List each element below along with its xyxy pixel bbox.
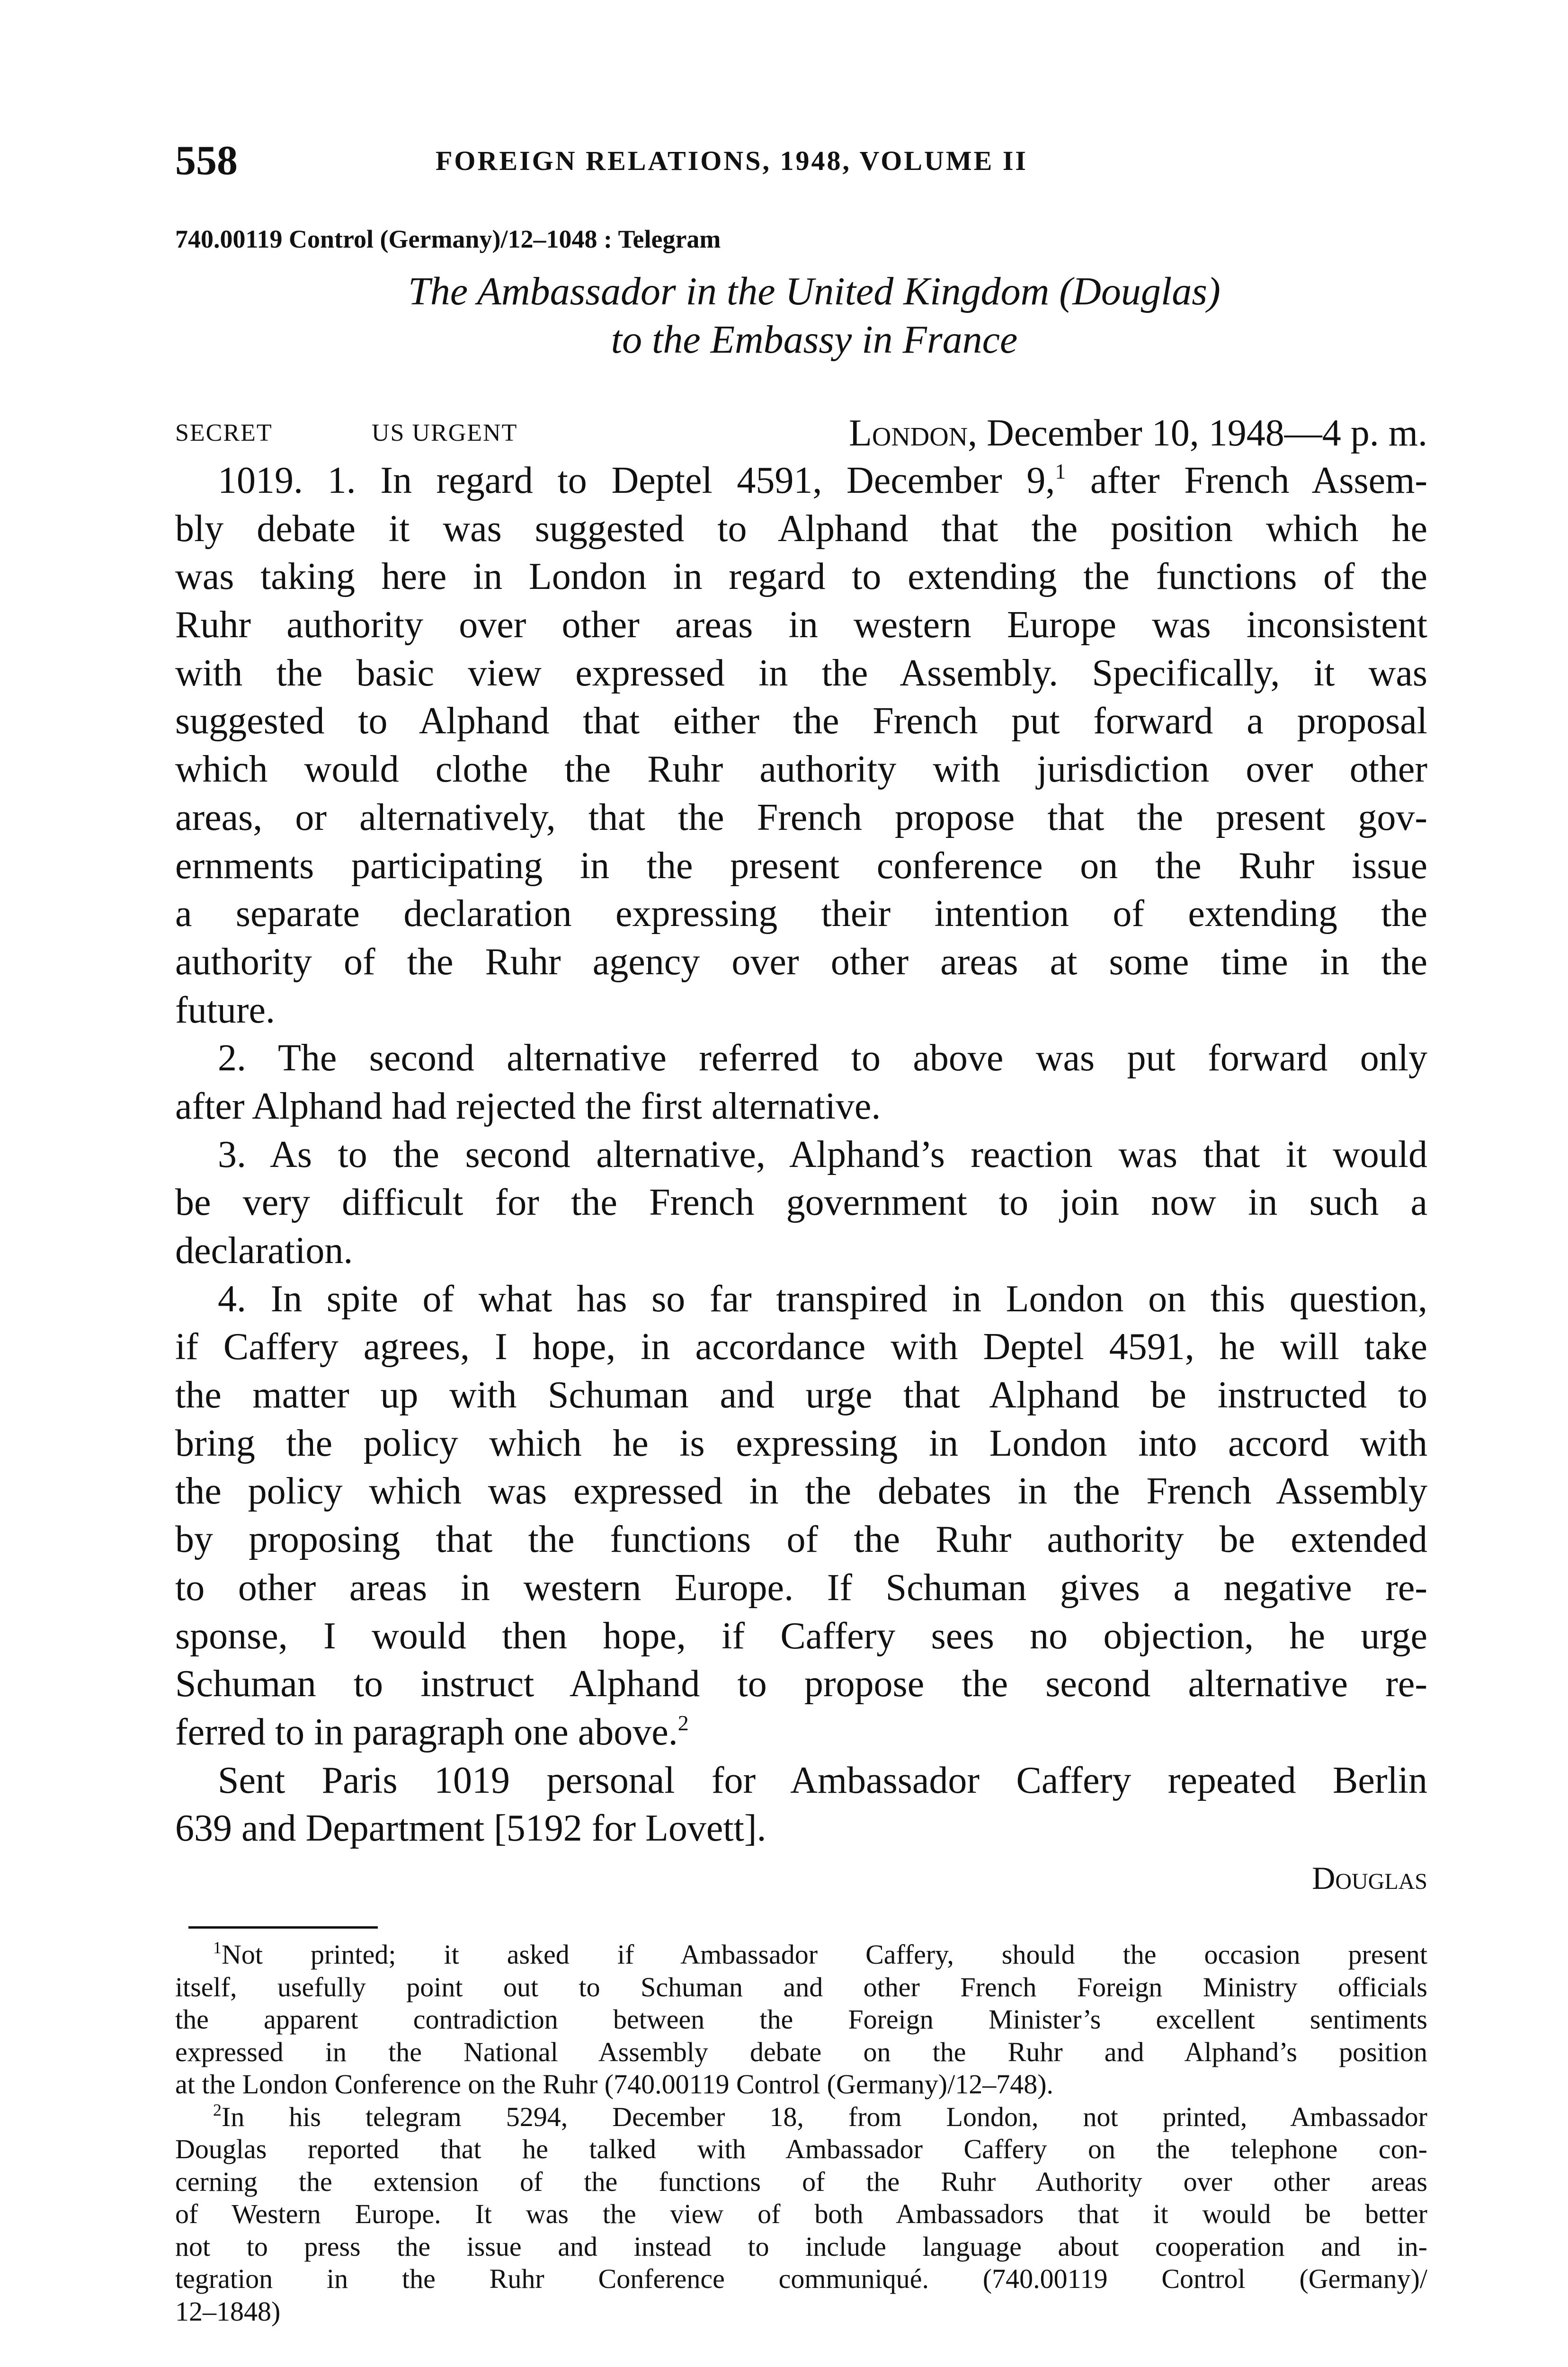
body-line: by proposing that the functions of the Ruhr authority be extended	[175, 1519, 1427, 1561]
footnote-ref-2: 2	[677, 1710, 689, 1735]
footnote-line: cerning the extension of the functions of the Ruhr Authority over other areas	[175, 2166, 1427, 2197]
telegram-body	[175, 457, 1427, 1853]
dateline-row	[175, 409, 1427, 457]
body-line: 639 and Department [5192 for Lovett].	[175, 1807, 766, 1850]
body-line: a separate declaration expressing their intention of extending the	[175, 893, 1427, 935]
body-line: to other areas in western Europe. If Schuman gives a negative re-	[175, 1566, 1427, 1609]
body-line: with the basic view expressed in the Assembly. Specifically, it was	[175, 652, 1427, 694]
body-line: be very difficult for the French government to join now in such a	[175, 1182, 1427, 1224]
footnote-marker-1: 1	[213, 1938, 222, 1957]
body-line: Ruhr authority over other areas in western Europe was inconsistent	[175, 604, 1427, 646]
body-line: if Caffery agrees, I hope, in accordance with Deptel 4591, he will take	[175, 1326, 1427, 1368]
body-line: ernments participating in the present conference on the Ruhr issue	[175, 845, 1427, 887]
body-line: areas, or alternatively, that the French propose that the present gov-	[175, 796, 1427, 838]
body-line: declaration.	[175, 1230, 353, 1272]
dateline-place: London,	[849, 412, 978, 454]
footnote-line: tegration in the Ruhr Conference communiqué. (740.00119 Control (Germany)/	[175, 2263, 1427, 2294]
body-line: bly debate it was suggested to Alphand that the position which he	[175, 507, 1427, 550]
footnote-line: $^2$In his telegram 5294, December 18, from London, not printed, Ambassador	[213, 2100, 1427, 2132]
body-line: future.	[175, 989, 276, 1031]
footnote-ref-1: 1	[1055, 459, 1066, 483]
body-line: suggested to Alphand that either the French put forward a proposal	[175, 700, 1427, 742]
footnote-line: of Western Europe. It was the view of both Ambassadors that it would be better	[175, 2198, 1427, 2229]
body-line: 4. In spite of what has so far transpired in London on this question,	[218, 1278, 1427, 1320]
footnote-line: not to press the issue and instead to include language about cooperation and in-	[175, 2231, 1427, 2262]
priority-label: US URGENT	[372, 419, 518, 446]
footnote-divider	[188, 1926, 378, 1929]
file-reference: 740.00119 Control (Germany)/12–1048 : Telegram	[175, 225, 721, 253]
running-title: FOREIGN RELATIONS, 1948, VOLUME II	[436, 145, 1028, 176]
body-line: bring the policy which he is expressing in London into accord with	[175, 1422, 1427, 1464]
body-line: the policy which was expressed in the debates in the French Assembly	[175, 1470, 1427, 1513]
footnote-line: 12–1848)	[175, 2296, 281, 2327]
classification-label: SECRET	[175, 419, 273, 446]
document-heading	[175, 267, 1453, 364]
body-line: ferred to in paragraph one above.$^2$	[175, 1710, 689, 1753]
footnotes	[175, 1939, 1427, 2328]
running-head	[175, 137, 1468, 185]
body-line: was taking here in London in regard to extending the functions of the	[175, 556, 1427, 598]
body-line: Schuman to instruct Alphand to propose the second alternative re-	[175, 1663, 1427, 1705]
heading-line-2: to the Embassy in France	[611, 318, 1018, 362]
body-line: 1019. 1. In regard to Deptel 4591, December 9,$^1$ after French Assem-	[218, 459, 1428, 501]
body-line: the matter up with Schuman and urge that Alphand be instructed to	[175, 1374, 1427, 1416]
footnote-line: Douglas reported that he talked with Ambassador Caffery on the telephone con-	[175, 2134, 1427, 2164]
footnote-line: itself, usefully point out to Schuman and other French Foreign Ministry officials	[175, 1971, 1427, 2002]
dateline-date: December 10, 1948—4 p. m.	[987, 412, 1427, 454]
footnote-marker-2: 2	[213, 2100, 222, 2119]
dateline	[849, 409, 1427, 457]
body-line: sponse, I would then hope, if Caffery sees no objection, he urge	[175, 1615, 1427, 1657]
body-line: authority of the Ruhr agency over other areas at some time in the	[175, 941, 1427, 983]
footnote-line: at the London Conference on the Ruhr (740.00119 Control (Germany)/12–748).	[175, 2069, 1054, 2100]
heading-line-1: The Ambassador in the United Kingdom (Douglas)	[408, 269, 1221, 313]
footnote-line: $^1$Not printed; it asked if Ambassador Caffery, should the occasion present	[213, 1938, 1427, 1970]
footnote-line: expressed in the National Assembly debate on the Ruhr and Alphand’s position	[175, 2036, 1427, 2067]
footnote-line: the apparent contradiction between the Foreign Minister’s excellent sentiments	[175, 2004, 1427, 2035]
body-line: 2. The second alternative referred to above was put forward only	[218, 1037, 1427, 1079]
body-line: 3. As to the second alternative, Alphand’s reaction was that it would	[218, 1133, 1427, 1175]
body-line: Sent Paris 1019 personal for Ambassador Caffery repeated Berlin	[218, 1759, 1427, 1801]
signature: Douglas	[1312, 1860, 1427, 1896]
page-number: 558	[175, 138, 238, 184]
body-line: after Alphand had rejected the first alternative.	[175, 1085, 881, 1127]
body-line: which would clothe the Ruhr authority with jurisdiction over other	[175, 748, 1427, 791]
